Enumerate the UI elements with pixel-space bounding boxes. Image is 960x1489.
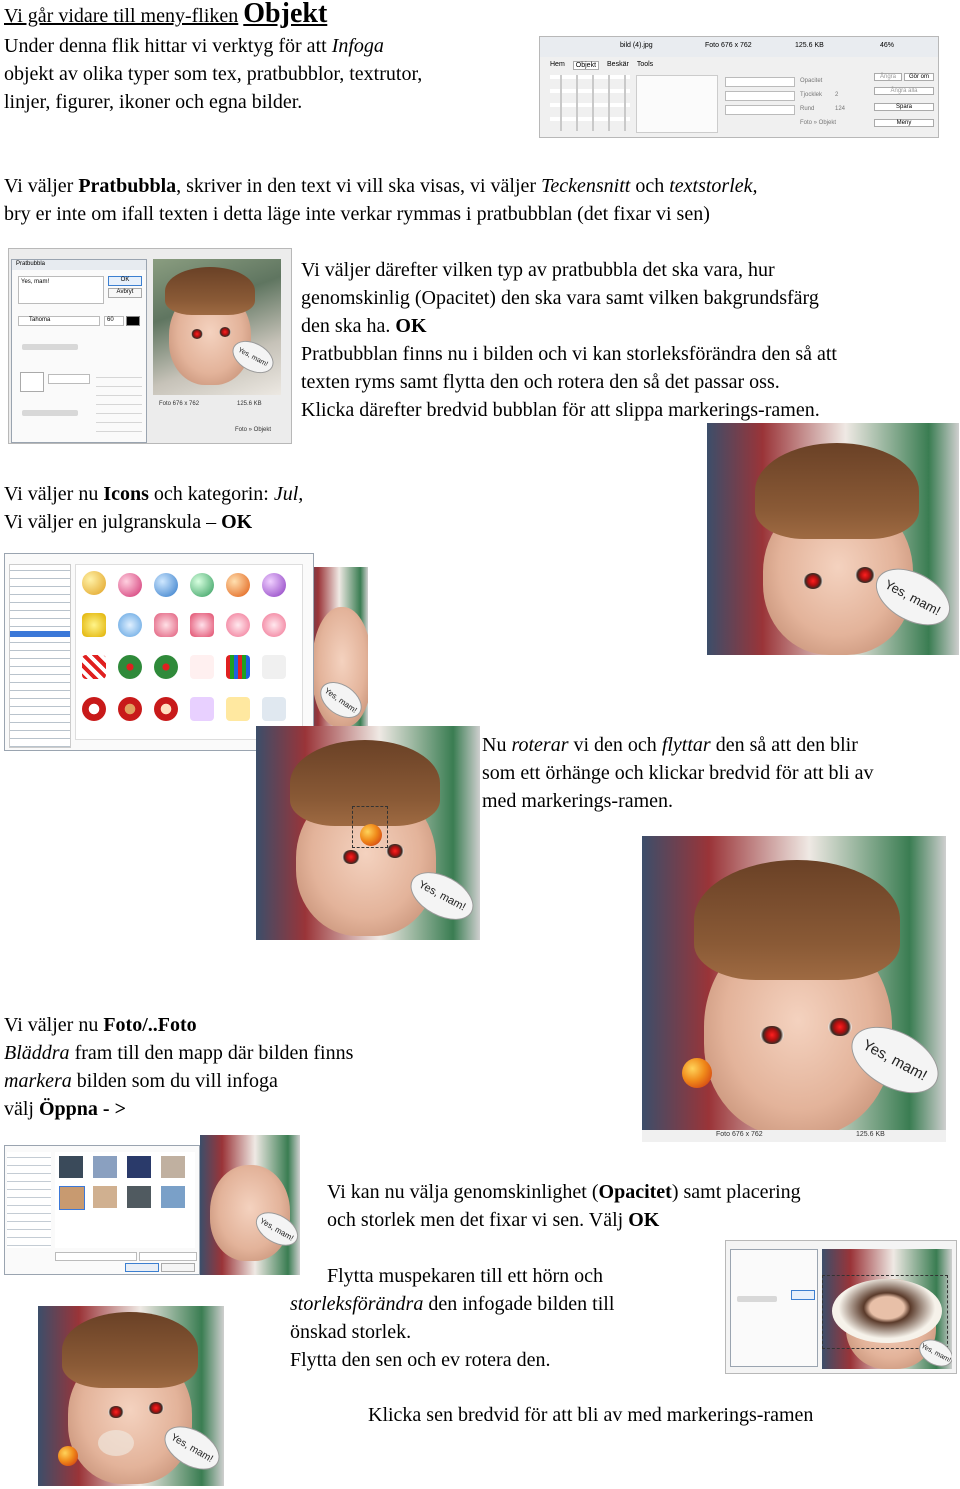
opacity-slider[interactable] — [737, 1296, 777, 1302]
dialog-ok-button[interactable] — [791, 1290, 815, 1300]
right-eye — [219, 327, 231, 337]
star-icon[interactable] — [190, 613, 214, 637]
objekt-ribbon-screenshot — [539, 36, 939, 138]
redo-button[interactable]: Gör om — [904, 73, 934, 81]
heart-icon[interactable] — [154, 613, 178, 637]
markera-term: markera — [4, 1070, 72, 1092]
dialog-cancel-button[interactable]: Avbryt — [108, 288, 142, 298]
undo-all-button[interactable]: Ångra alla — [874, 87, 934, 95]
file-open-window — [4, 1145, 200, 1275]
image-thumbnail[interactable] — [93, 1186, 117, 1208]
icon-grid — [75, 564, 303, 740]
background-slider[interactable] — [22, 410, 78, 416]
image-thumbnail[interactable] — [127, 1186, 151, 1208]
textstorlek-term: textstorlek, — [669, 175, 758, 197]
image-thumbnail[interactable] — [93, 1156, 117, 1178]
section2-right-6: Klicka därefter bredvid bubblan för att slippa markerings-ramen. — [301, 399, 820, 421]
intro-line — [4, 0, 327, 30]
opacity-dialog — [730, 1249, 818, 1367]
ok-term: OK — [395, 315, 427, 337]
icons-window — [4, 553, 314, 751]
inserted-photo-faded — [98, 1430, 134, 1456]
child-photo-ornament-rotate — [256, 726, 480, 940]
intro-text: Vi går vidare till meny-fliken — [4, 5, 239, 27]
image-thumbnail[interactable] — [127, 1156, 151, 1178]
ornament-earring-icon — [58, 1446, 78, 1466]
section1-line2: Under denna flik hittar vi verktyg för att Infoga — [4, 35, 384, 57]
child-photo-insert: Yes, mam! — [822, 1249, 952, 1369]
section3-line2: Vi väljer en julgranskula – OK — [4, 511, 253, 533]
ornament-icon[interactable] — [154, 573, 178, 597]
lights-icon[interactable] — [226, 655, 250, 679]
file-thumbnails — [55, 1152, 195, 1248]
ornament-icon[interactable] — [226, 573, 250, 597]
menu-button[interactable]: Meny — [874, 119, 934, 127]
section4-resize-3: önskad storlek. — [290, 1321, 412, 1343]
reindeer-icon[interactable] — [118, 697, 142, 721]
font-size-field[interactable]: 60 — [104, 316, 124, 326]
speech-bubble: Yes, mam! — [403, 862, 480, 929]
section2-right-1: Vi väljer därefter vilken typ av pratbubbla det ska vara, hur — [301, 259, 775, 281]
pratbubbla-term: Pratbubbla — [78, 175, 177, 197]
speech-bubble: Yes, mam! — [840, 1013, 946, 1107]
save-button[interactable]: Spara — [874, 103, 934, 111]
section3-note-2: som ett örhänge och klickar bredvid för att bli av — [482, 762, 874, 784]
badge-icon[interactable] — [82, 697, 106, 721]
section2-right-5: texten ryms samt flytta den och rotera den så det passar oss. — [301, 371, 780, 393]
speech-bubble: Yes, mam! — [227, 334, 279, 379]
section2-right-4: Pratbubblan finns nu i bilden och vi kan storleksförändra den så att — [301, 343, 837, 365]
left-eye — [108, 1406, 124, 1418]
gift-icon[interactable] — [226, 697, 250, 721]
ornament-icon[interactable] — [82, 571, 106, 595]
candy-cane-icon[interactable] — [82, 655, 106, 679]
ornament-icon[interactable] — [360, 824, 382, 846]
bladdra-term: Bläddra — [4, 1042, 70, 1064]
folder-tree[interactable] — [7, 1152, 51, 1248]
undo-button[interactable]: Ångra — [874, 73, 902, 81]
section4-opacity-1: Vi kan nu välja genomskinlighet (Opacitet) samt placering — [327, 1181, 801, 1203]
font-select[interactable]: Tahoma — [18, 316, 100, 326]
image-thumbnail[interactable] — [161, 1186, 185, 1208]
section4-resize-4: Flytta den sen och ev rotera den. — [290, 1349, 551, 1371]
section4-final: Klicka sen bredvid för att bli av med markerings-ramen — [368, 1404, 814, 1426]
file-open-dialog-screenshot — [4, 1135, 300, 1275]
section4-line4: välj Öppna - > — [4, 1098, 126, 1120]
ok-term: OK — [628, 1209, 660, 1231]
section2-para2: bry er inte om ifall texten i detta läge inte verkar rymmas i pratbubblan (det fixar vi sen) — [4, 203, 710, 225]
category-list[interactable] — [9, 564, 71, 748]
title-bar: bild (4).jpg Foto 676 x 762 125.6 KB 46% — [540, 37, 938, 57]
status-bar: Foto 676 x 762 125.6 KB Foto » Objekt — [159, 401, 272, 433]
bubble-name-field[interactable] — [48, 374, 90, 384]
status-bar: Foto 676 x 762 125.6 KB — [642, 1130, 946, 1142]
section2-right-3: den ska ha. OK — [301, 315, 427, 337]
section4-opacity-2: och storlek men det fixar vi sen. Välj OK — [327, 1209, 660, 1231]
open-button[interactable] — [125, 1263, 159, 1272]
child-photo-bubble-result — [707, 423, 959, 655]
background-photo: Yes, mam! — [200, 1135, 300, 1275]
right-eye — [855, 567, 875, 583]
section3-line1: Vi väljer nu Icons och kategorin: Jul, — [4, 483, 304, 505]
opacity-slider[interactable] — [22, 344, 78, 350]
image-thumbnail-selected[interactable] — [59, 1186, 85, 1210]
ok-term: OK — [221, 511, 253, 533]
storleksforandra-term: storleksförändra — [290, 1293, 424, 1315]
section4-line3: markera bilden som du vill infoga — [4, 1070, 278, 1092]
ornament-icon[interactable] — [226, 613, 250, 637]
tab-tools[interactable]: Tools — [636, 61, 654, 68]
dialog-text-area[interactable]: Yes, mam! — [18, 276, 104, 304]
right-eye — [148, 1402, 164, 1414]
icons-dialog-screenshot — [4, 553, 368, 753]
left-eye — [760, 1026, 784, 1044]
dialog-title: Pratbubbla — [16, 261, 46, 267]
dialog-ok-button[interactable]: OK — [108, 276, 142, 286]
speech-bubble: Yes, mam! — [157, 1417, 224, 1478]
insert-photo-screenshot — [725, 1240, 957, 1374]
ribbon-tabs — [550, 61, 653, 70]
ornament-icon[interactable] — [262, 613, 286, 637]
pratbubbla-dialog-screenshot — [8, 248, 292, 444]
inserted-woman-photo — [832, 1279, 942, 1343]
roterar-term: roterar — [511, 734, 569, 756]
star-icon[interactable] — [82, 613, 106, 637]
category-jul-selected[interactable] — [10, 631, 70, 637]
bubble-type-options[interactable] — [96, 372, 142, 438]
shape-tool-grid — [550, 75, 630, 131]
child-photo-final-result — [38, 1306, 224, 1486]
objekt-tab-title: Objekt — [243, 0, 328, 29]
drop-icon[interactable] — [118, 613, 142, 637]
tool-icons-panel — [636, 75, 718, 133]
infoga-term: Infoga — [331, 35, 384, 57]
ornament-icon[interactable] — [262, 573, 286, 597]
right-eye — [828, 1018, 852, 1036]
section4-line2: Bläddra fram till den mapp där bilden finns — [4, 1042, 354, 1064]
holly-icon[interactable] — [154, 655, 178, 679]
left-eye — [191, 329, 203, 339]
speech-bubble: Yes, mam! — [866, 557, 959, 637]
oppna-term: Öppna - > — [39, 1098, 126, 1120]
tab-hem[interactable]: Hem — [550, 61, 565, 68]
merry-christmas-icon[interactable] — [190, 655, 214, 679]
teckensnitt-term: Teckensnitt — [541, 175, 631, 197]
section4-resize-1: Flytta muspekaren till ett hörn och — [327, 1265, 604, 1287]
image-thumbnail[interactable] — [161, 1156, 185, 1178]
pratbubbla-dialog — [11, 259, 147, 443]
flyttar-term: flyttar — [661, 734, 711, 756]
section3-note-3: med markerings-ramen. — [482, 790, 674, 812]
ornament-icon[interactable] — [190, 573, 214, 597]
image-thumbnail[interactable] — [59, 1156, 83, 1178]
ribbon-buttons — [874, 73, 934, 135]
left-eye — [803, 573, 823, 589]
bubble-preview — [20, 372, 44, 392]
ornament-icon[interactable] — [118, 573, 142, 597]
foto-term: Foto/..Foto — [103, 1014, 197, 1036]
child-photo-with-bubble — [153, 259, 281, 395]
section4-resize-2: storleksförändra den infogade bilden till — [290, 1293, 615, 1315]
child-photo-earring-result — [642, 836, 946, 1142]
section2-para1: Vi väljer Pratbubbla, skriver in den text vi vill ska visas, vi väljer Teckensnitt och textstorlek, — [4, 175, 758, 197]
section4-line1: Vi väljer nu Foto/..Foto — [4, 1014, 197, 1036]
property-fields: Opacitet Tjocklek 2 Rund 124 Foto » Objekt — [725, 75, 845, 131]
tab-beskar[interactable]: Beskär — [607, 61, 629, 68]
snowflake-icon[interactable] — [262, 697, 286, 721]
ornament-earring-icon — [682, 1058, 712, 1088]
section2-right-2: genomskinlig (Opacitet) den ska vara samt vilken bakgrundsfärg — [301, 287, 819, 309]
santa-icon[interactable] — [154, 697, 178, 721]
opacitet-term: Opacitet — [598, 1181, 672, 1203]
left-eye — [342, 850, 360, 864]
gift-icon[interactable] — [190, 697, 214, 721]
jul-term: Jul, — [273, 483, 304, 505]
holly-icon[interactable] — [118, 655, 142, 679]
section3-note-1: Nu roterar vi den och flyttar den så att den blir — [482, 734, 858, 756]
font-color-swatch[interactable] — [126, 316, 140, 326]
cancel-button[interactable] — [161, 1263, 195, 1272]
text-icon[interactable] — [262, 655, 286, 679]
tab-objekt[interactable]: Objekt — [573, 61, 599, 70]
filename-field[interactable] — [55, 1252, 137, 1261]
right-eye — [386, 844, 404, 858]
filetype-select[interactable] — [139, 1252, 197, 1261]
section1-line3: objekt av olika typer som tex, pratbubblor, textrutor, — [4, 63, 423, 85]
background-photo: Yes, mam! — [304, 567, 368, 753]
section1-line4: linjer, figurer, ikoner och egna bilder. — [4, 91, 303, 113]
icons-term: Icons — [103, 483, 149, 505]
